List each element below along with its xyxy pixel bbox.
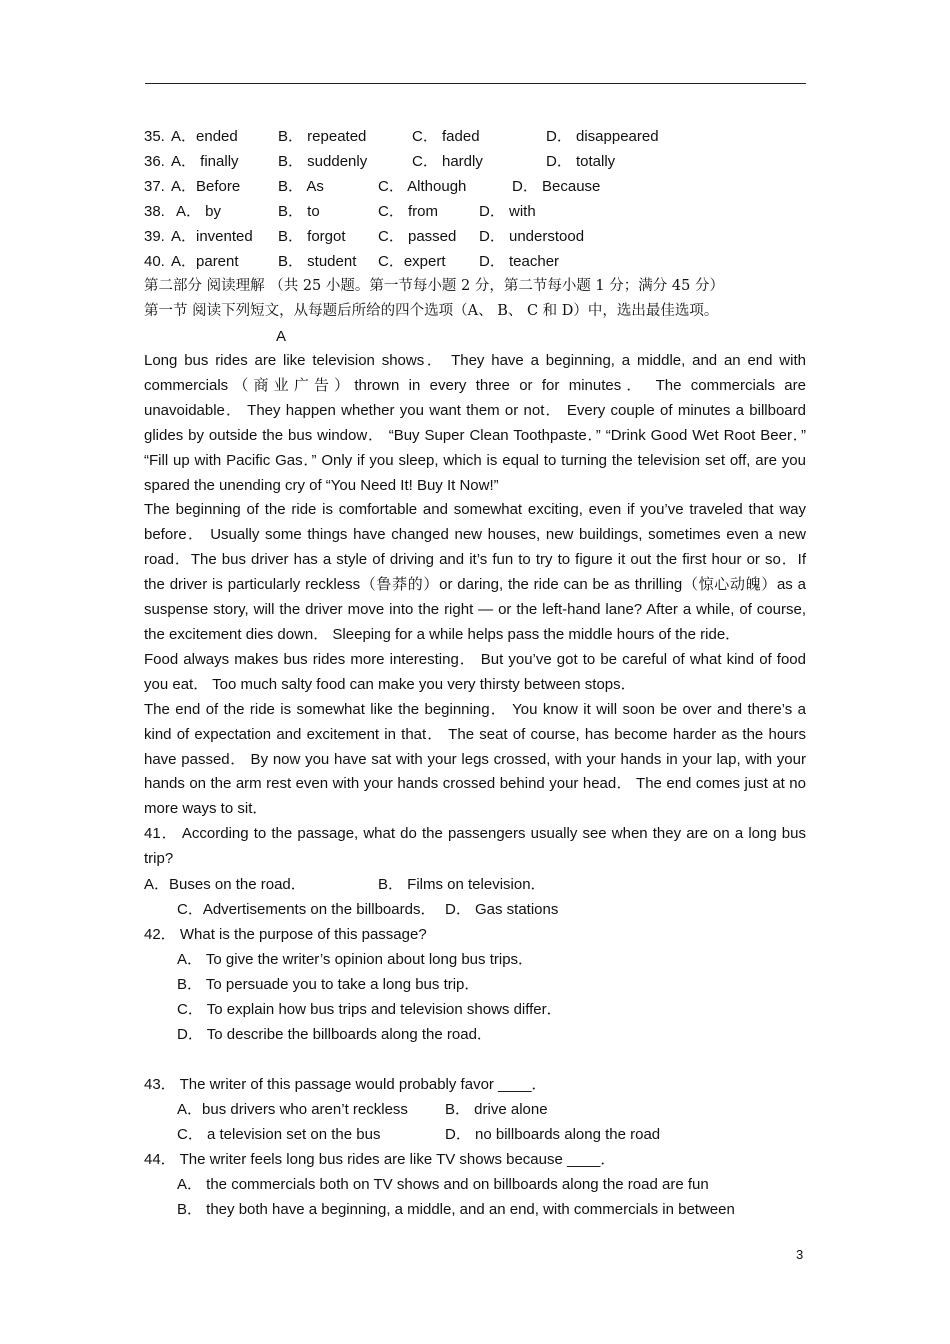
question-44-option-b: B． they both have a beginning, a middle, and an end, with commercials in between xyxy=(177,1201,735,1219)
question-number: 40. xyxy=(144,253,165,270)
option-a: A．Before xyxy=(171,178,241,195)
cloze-row-39 xyxy=(144,224,806,249)
question-42-option-c: C． To explain how bus trips and television shows differ． xyxy=(177,1001,562,1019)
passage-paragraph-1: Long bus rides are like television shows． They have a beginning, a middle, and an end with commercials（商业广告）thrown in every three or for minutes． The commercials are unavoidable． They happen whether you want them or not． Every couple of minutes a billboard glides by outside the bus window． “Buy Super Clean Toothpaste．” “Drink Good Wet Root Beer．” “Fill up with Pacific Gas．” Only if you sleep, which is equal to turning the television set off, are you spared the unending cry of “You Need It! Buy It Now!” xyxy=(144,352,806,494)
spacer xyxy=(144,1047,806,1072)
question-42-option-a: A． To give the writer’s opinion about long bus trips． xyxy=(177,951,534,969)
option-d: D． Gas stations xyxy=(445,901,559,919)
option-c: C．expert xyxy=(378,253,446,270)
option-d: D． understood xyxy=(479,228,585,245)
cloze-row-37 xyxy=(144,174,806,199)
option-a: A．invented xyxy=(171,228,253,245)
cloze-row-38 xyxy=(144,199,806,224)
option-b: B． student xyxy=(278,253,357,270)
option-c: C．Advertisements on the billboards． xyxy=(177,901,436,919)
passage-paragraph-2: The beginning of the ride is comfortable and somewhat exciting, even if you’ve traveled that way before． Usually some things have changed new houses, new buildings, sometimes even a new road．The bus driver has a style of driving and it’s fun to try to figure it out the first hour or so．If the driver is particularly reckless（鲁莽的）or daring, the ride can be as thrilling（惊心动魄）as a suspense story, will the driver move into the right — or the left-hand lane? After a while, of course, the excitement dies down． Sleeping for a while helps pass the middle hours of the ride． xyxy=(144,501,806,643)
option-a: A．ended xyxy=(171,128,238,145)
option-b: B． repeated xyxy=(278,128,367,145)
question-41-stem: 41． According to the passage, what do the passengers usually see when they are on a long bus trip? xyxy=(144,825,806,868)
question-41-options-row2 xyxy=(144,897,806,922)
section1-instruction: 第一节 阅读下列短文，从每题后所给的四个选项（A、 B、 C 和 D）中，选出最佳选项。 xyxy=(144,303,719,319)
option-d: D． totally xyxy=(546,153,616,170)
option-c: C． a television set on the bus xyxy=(177,1126,381,1144)
option-c: C． Although xyxy=(378,178,467,195)
question-42-option-b: B． To persuade you to take a long bus trip． xyxy=(177,976,480,994)
header-rule xyxy=(145,83,806,84)
section2-title: 第二部分 阅读理解 （共 25 小题。第一节每小题 2 分，第二节每小题 1 分；满分 45 分） xyxy=(144,278,724,294)
option-a: A． finally xyxy=(171,153,239,170)
cloze-row-40 xyxy=(144,249,806,274)
option-b: B． forgot xyxy=(278,228,346,245)
option-a: A．bus drivers who aren’t reckless xyxy=(177,1101,408,1119)
option-d: D． Because xyxy=(512,178,601,195)
passage-paragraph-3: Food always makes bus rides more interesting． But you’ve got to be careful of what kind of food you eat． Too much salty food can make you very thirsty between stops． xyxy=(144,650,806,693)
question-43-options-row2 xyxy=(144,1122,806,1147)
exam-page xyxy=(144,124,806,1222)
question-43-options-row1 xyxy=(144,1097,806,1122)
option-c: C． faded xyxy=(412,128,480,145)
page-number: 3 xyxy=(796,1247,804,1262)
question-42-stem: 42． What is the purpose of this passage? xyxy=(144,926,427,944)
question-number: 35. xyxy=(144,128,165,145)
cloze-row-35 xyxy=(144,124,806,149)
option-a: A．Buses on the road． xyxy=(144,876,306,894)
question-42-option-d: D． To describe the billboards along the road． xyxy=(177,1026,492,1044)
passage-label: A xyxy=(276,328,287,345)
question-41-options-row1 xyxy=(144,872,806,897)
option-a: A． by xyxy=(176,203,222,220)
question-number: 39. xyxy=(144,228,165,245)
option-c: C． passed xyxy=(378,228,457,245)
option-d: D． with xyxy=(479,203,536,220)
option-b: B． As xyxy=(278,178,324,195)
question-number: 37. xyxy=(144,178,165,195)
question-44-option-a: A． the commercials both on TV shows and on billboards along the road are fun xyxy=(177,1176,709,1194)
question-number: 38. xyxy=(144,203,165,220)
option-c: C． hardly xyxy=(412,153,483,170)
passage-paragraph-4: The end of the ride is somewhat like the beginning． You know it will soon be over and there’s a kind of expectation and excitement in that． The seat of course, has become harder as the hours have passed． By now you have sat with your legs crossed, with your hands in your lap, with your hands on the arm rest even with your hands crossed behind your head． The end comes just at no more ways to sit． xyxy=(144,700,806,818)
question-number: 36. xyxy=(144,153,165,170)
option-c: C． from xyxy=(378,203,439,220)
question-43-stem: 43． The writer of this passage would probably favor ____． xyxy=(144,1076,547,1094)
option-b: B． drive alone xyxy=(445,1101,548,1119)
option-b: B． to xyxy=(278,203,320,220)
cloze-row-36 xyxy=(144,149,806,174)
question-44-stem: 44． The writer feels long bus rides are like TV shows because ____． xyxy=(144,1151,616,1169)
option-b: B． Films on television． xyxy=(378,876,546,894)
option-d: D． disappeared xyxy=(546,128,659,145)
option-a: A．parent xyxy=(171,253,239,270)
option-d: D． no billboards along the road xyxy=(445,1126,661,1144)
option-d: D． teacher xyxy=(479,253,560,270)
option-b: B． suddenly xyxy=(278,153,368,170)
